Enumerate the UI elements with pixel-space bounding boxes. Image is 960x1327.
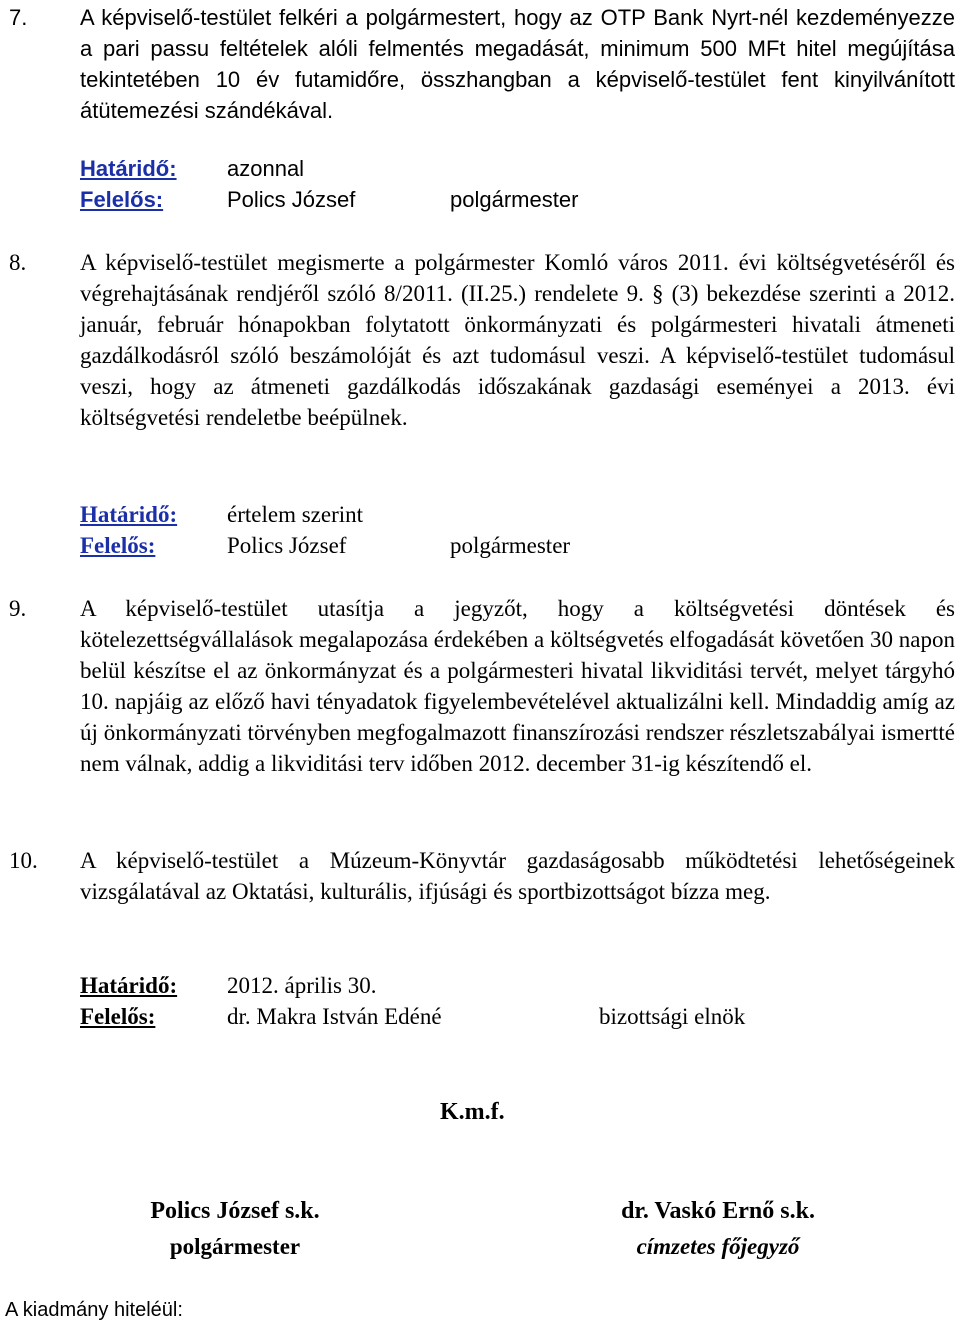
item-text: A képviselő-testület utasítja a jegyzőt, hogy a költségvetési döntések és kötelezettségvállalások megalapozása érdekében a költségvetés elfogadását követően 30 napon belül készítse el az önkormányzat és a polgármesteri hivatal likviditási tervét, melyet tárgyhó 10. napjáig az előző havi tényadatok figyelembevételével aktualizálni kell. Mindaddig amíg az új önkormányzati törvényben megfogalmazott finanszírozási rendszer részletszabályai ismertté nem válnak, addig a likviditási terv időben 2012. december 31-ig készítendő el. [80,596,955,776]
item-number: 8. [9,250,27,275]
kmf-heading: K.m.f. [440,1099,505,1125]
responsible-name: Polics József [227,533,347,558]
deadline-value: értelem szerint [227,502,364,527]
item-number: 7. [9,5,28,30]
item-number: 10. [9,848,38,873]
responsible-label: Felelős: [80,1004,156,1029]
responsible-name: Polics József [227,187,356,212]
responsible-role: bizottsági elnök [599,1004,746,1029]
item-text: A képviselő-testület felkéri a polgármestert, hogy az OTP Bank Nyrt-nél kezdeményezze a pari passu feltételek alóli felmentés megadását, minimum 500 MFt hitel megújítása tekintetében 10 év futamidőre, összhangban a képviselő-testület fent kinyilvánított átütemezési szándékával. [80,5,955,123]
item-text: A képviselő-testület a Múzeum-Könyvtár gazdaságosabb működtetési lehetőségeinek vizsgálatával az Oktatási, kulturális, ifjúsági és sportbizottságot bízza meg. [80,848,955,904]
deadline-value: azonnal [227,156,305,181]
signature-left [110,1196,360,1262]
responsible-label: Felelős: [80,187,164,212]
responsible-role: polgármester [450,533,571,558]
item-text: A képviselő-testület megismerte a polgármester Komló város 2011. évi költségvetéséről és végrehajtásának rendjéről szóló 8/2011. (II.25.) rendelete 9. § (3) bekezdése szerinti a 2012. január, február hónapokban folytatott önkormányzati és polgármesteri hivatali átmeneti gazdálkodásról szóló beszámolóját és azt tudomásul veszi. A képviselő-testület tudomásul veszi, hogy az átmeneti gazdálkodás időszakának gazdasági eseményei a 2013. évi költségvetési rendeletbe beépülnek. [80,250,955,430]
signature-right-name: dr. Vaskó Ernő s.k. [621,1198,815,1224]
signature-right [578,1196,858,1262]
signature-right-title: címzetes főjegyző [636,1234,800,1259]
item-number: 9. [9,596,27,621]
deadline-value: 2012. április 30. [227,973,377,998]
deadline-label: Határidő: [80,973,178,998]
signature-left-name: Polics József s.k. [150,1198,320,1224]
deadline-label: Határidő: [80,156,177,181]
footer-note: A kiadmány hiteléül: [5,1299,183,1321]
responsible-label: Felelős: [80,533,156,558]
deadline-label: Határidő: [80,502,178,527]
responsible-role: polgármester [450,187,579,212]
signature-left-title: polgármester [169,1234,301,1259]
responsible-name: dr. Makra István Edéné [227,1004,442,1029]
